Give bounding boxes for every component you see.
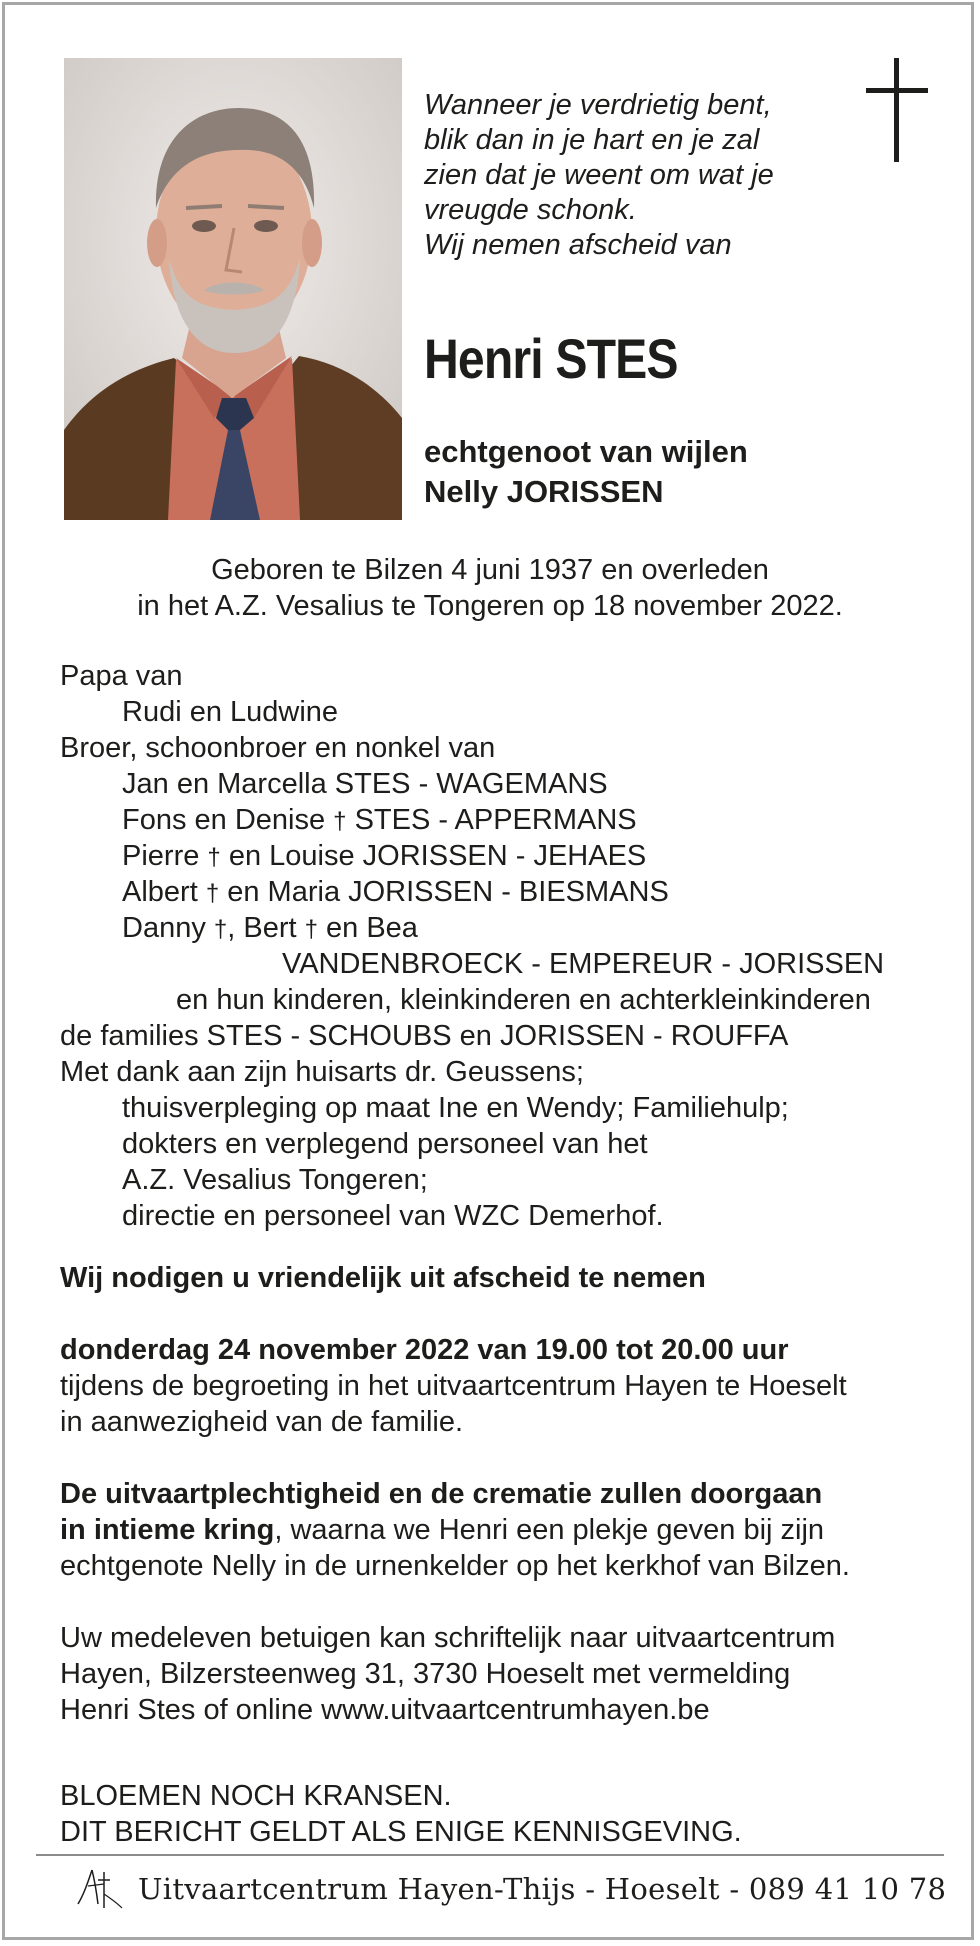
memorial-quote xyxy=(424,88,824,263)
quote-line: zien dat je weent om wat je xyxy=(424,159,774,191)
quote-line: vreugde schonk. xyxy=(424,194,637,226)
deceased-cross-icon: † xyxy=(213,916,228,943)
thanks-line: Met dank aan zijn huisarts dr. Geussens; xyxy=(60,1056,584,1088)
deceased-cross-icon: † xyxy=(304,916,318,943)
birth-death-line: Geboren te Bilzen 4 juni 1937 en overleden xyxy=(211,554,769,586)
funeral-home-footer: Uitvaartcentrum Hayen-Thijs - Hoeselt - 089 41 10 78 xyxy=(138,1872,947,1906)
condolence-line: Uw medeleven betuigen kan schriftelijk naar uitvaartcentrum xyxy=(60,1622,836,1654)
condolence-line: Henri Stes of online www.uitvaartcentrumhayen.be xyxy=(60,1694,710,1726)
portrait-photo xyxy=(64,58,402,520)
quote-line: Wanneer je verdrietig bent, xyxy=(424,89,772,121)
invitation-heading: Wij nodigen u vriendelijk uit afscheid te nemen xyxy=(60,1262,706,1294)
family-sibling-surname: VANDENBROECK - EMPEREUR - JORISSEN xyxy=(282,948,885,980)
deceased-cross-icon: † xyxy=(333,808,347,835)
spouse-line: Nelly JORISSEN xyxy=(424,474,664,509)
visitation-when: donderdag 24 november 2022 van 19.00 tot 20.00 uur xyxy=(60,1334,789,1366)
notice-line: DIT BERICHT GELDT ALS ENIGE KENNISGEVING. xyxy=(60,1816,742,1848)
quote-line: blik dan in je hart en je zal xyxy=(424,124,760,156)
family-sibling: Pierre † en Louise JORISSEN - JEHAES xyxy=(60,838,884,874)
thanks-line: directie en personeel van WZC Demerhof. xyxy=(122,1200,664,1232)
cross-icon xyxy=(862,58,932,162)
ceremony-line: in intieme kring, waarna we Henri een plekje geven bij zijn xyxy=(60,1514,825,1546)
family-families: de families STES - SCHOUBS en JORISSEN - ROUFFA xyxy=(60,1020,789,1052)
family-sibling: Fons en Denise † STES - APPERMANS xyxy=(60,802,884,838)
announcement-body xyxy=(60,658,884,1850)
footer-divider xyxy=(36,1854,944,1856)
spouse-info xyxy=(424,432,748,512)
thanks-line: dokters en verplegend personeel van het xyxy=(122,1128,648,1160)
family-descendants: en hun kinderen, kleinkinderen en achterkleinkinderen xyxy=(176,984,871,1016)
family-sibling: Jan en Marcella STES - WAGEMANS xyxy=(122,768,608,800)
notice-line: BLOEMEN NOCH KRANSEN. xyxy=(60,1780,452,1812)
deceased-name: Henri STES xyxy=(424,327,678,390)
ceremony-line: De uitvaartplechtigheid en de crematie zullen doorgaan xyxy=(60,1478,823,1510)
deceased-cross-icon: † xyxy=(207,844,221,871)
deceased-cross-icon: † xyxy=(205,880,220,907)
family-label: Papa van xyxy=(60,660,183,692)
ceremony-line: echtgenote Nelly in de urnenkelder op het kerkhof van Bilzen. xyxy=(60,1550,850,1582)
funeral-home-logo-icon xyxy=(74,1864,126,1912)
visitation-line: tijdens de begroeting in het uitvaartcentrum Hayen te Hoeselt xyxy=(60,1370,847,1402)
family-sibling: Danny †, Bert † en Bea xyxy=(60,910,884,946)
family-sibling: Albert † en Maria JORISSEN - BIESMANS xyxy=(60,874,884,910)
condolence-line: Hayen, Bilzersteenweg 31, 3730 Hoeselt met vermelding xyxy=(60,1658,791,1690)
visitation-line: in aanwezigheid van de familie. xyxy=(60,1406,464,1438)
quote-line: Wij nemen afscheid van xyxy=(424,229,732,261)
thanks-line: A.Z. Vesalius Tongeren; xyxy=(122,1164,428,1196)
thanks-line: thuisverpleging op maat Ine en Wendy; Familiehulp; xyxy=(122,1092,789,1124)
family-children: Rudi en Ludwine xyxy=(122,696,339,728)
birth-death-line: in het A.Z. Vesalius te Tongeren op 18 november 2022. xyxy=(137,590,843,622)
spouse-line: echtgenoot van wijlen xyxy=(424,434,748,469)
birth-death-info xyxy=(0,552,980,624)
family-label: Broer, schoonbroer en nonkel van xyxy=(60,732,496,764)
